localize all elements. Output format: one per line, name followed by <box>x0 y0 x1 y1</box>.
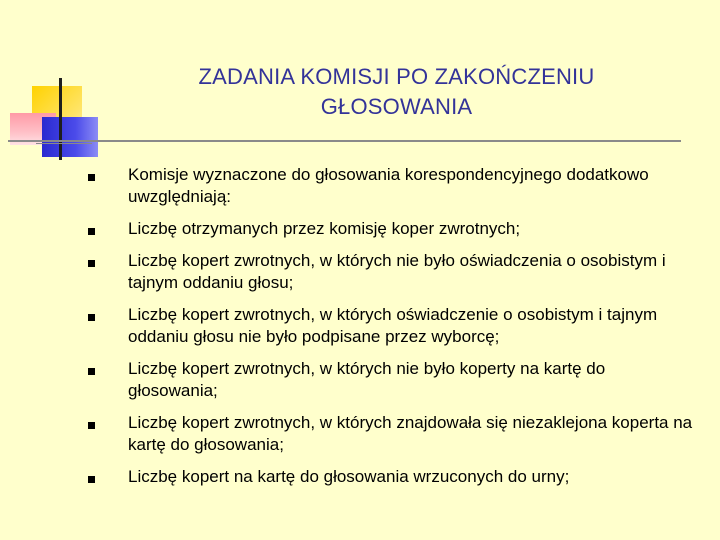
bullet-text: Liczbę kopert na kartę do głosowania wrzuconych do urny; <box>128 467 570 486</box>
square-bullet-icon <box>88 260 95 267</box>
square-bullet-icon <box>88 228 95 235</box>
bullet-item <box>88 304 698 348</box>
bullet-text: Liczbę kopert zwrotnych, w których nie było oświadczenia o osobistym i tajnym oddaniu głosu; <box>128 251 666 292</box>
square-bullet-icon <box>88 476 95 483</box>
bullet-text: Liczbę kopert zwrotnych, w których znajdowała się niezaklejona koperta na kartę do głosowania; <box>128 413 693 454</box>
bullet-text: Liczbę otrzymanych przez komisję koper zwrotnych; <box>128 219 521 238</box>
bullet-item <box>88 218 698 240</box>
blue-square-decoration <box>42 117 98 157</box>
vertical-line-decoration <box>59 78 62 160</box>
bullet-list <box>88 164 698 498</box>
bullet-item <box>88 250 698 294</box>
square-bullet-icon <box>88 422 95 429</box>
bullet-text: Komisje wyznaczone do głosowania korespondencyjnego dodatkowo uwzględniają: <box>128 165 649 206</box>
decorative-logo <box>0 0 110 170</box>
title-line-2: GŁOSOWANIA <box>320 94 473 119</box>
square-bullet-icon <box>88 314 95 321</box>
square-bullet-icon <box>88 174 95 181</box>
bullet-text: Liczbę kopert zwrotnych, w których nie było koperty na kartę do głosowania; <box>128 359 606 400</box>
bullet-item <box>88 358 698 402</box>
bullet-item <box>88 164 698 208</box>
square-bullet-icon <box>88 368 95 375</box>
bullet-item <box>88 412 698 456</box>
bullet-text: Liczbę kopert zwrotnych, w których oświadczenie o osobistym i tajnym oddaniu głosu nie było podpisane przez wyborcę; <box>128 305 658 346</box>
slide-title <box>110 62 683 122</box>
bullet-item <box>88 466 698 488</box>
title-divider <box>8 140 681 142</box>
title-line-1: ZADANIA KOMISJI PO ZAKOŃCZENIU <box>198 64 595 89</box>
short-line-decoration <box>36 143 92 144</box>
